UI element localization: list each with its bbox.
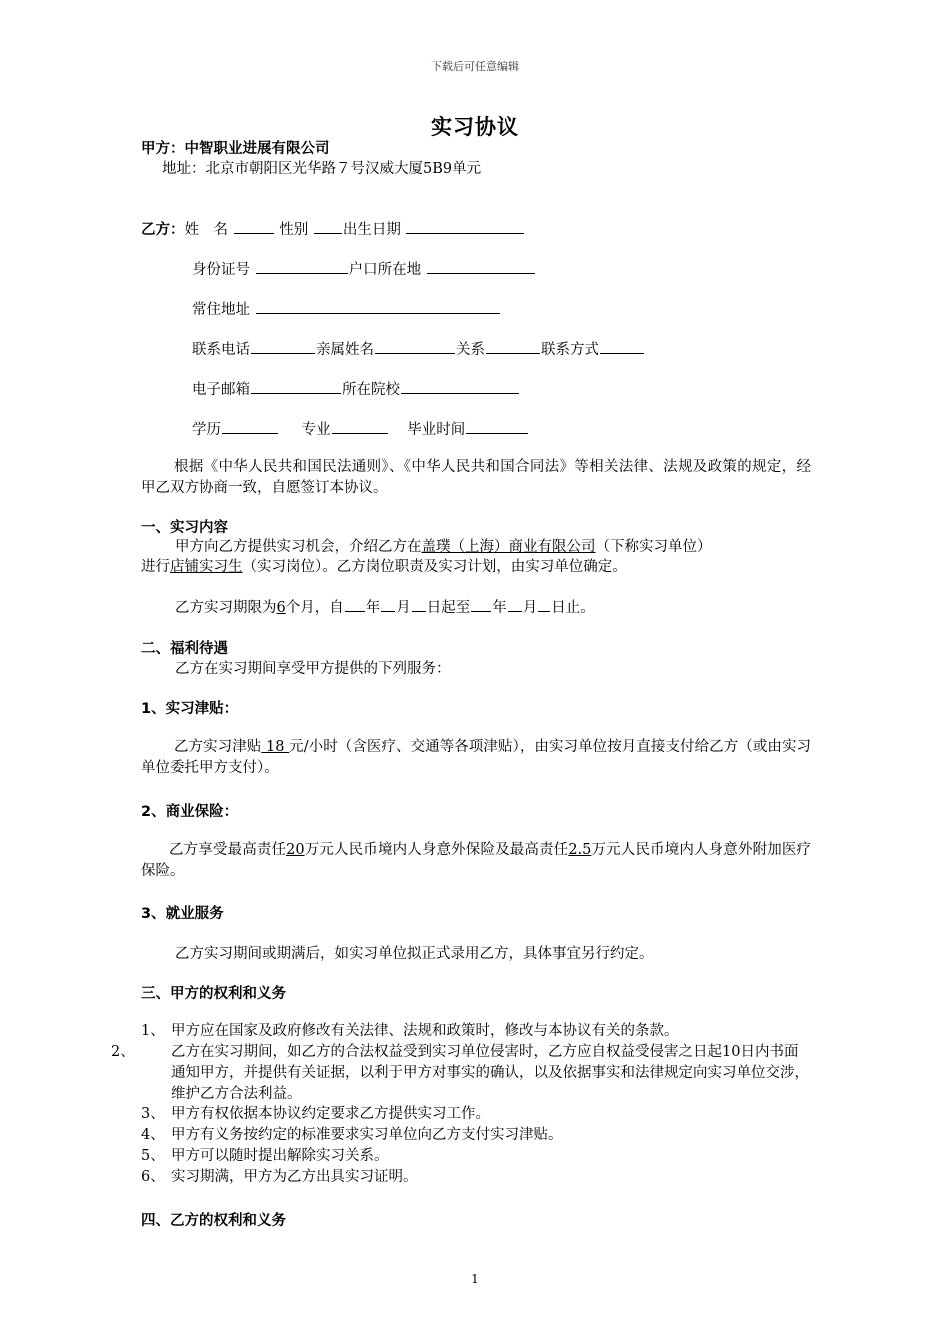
end-month-blank[interactable] <box>508 597 522 612</box>
intro-paragraph: 根据《中华人民共和国民法通则》、《中华人民共和国合同法》等相关法律、法规及政策的规定，经甲乙双方协商一致，自愿签订本协议。 <box>141 459 811 496</box>
list-item-text: 乙方在实习期间，如乙方的合法权益受到实习单位侵害时，乙方应自权益受侵害之日起10日内书面通知甲方，并提供有关证据，以利于甲方对事实的确认，以及依据事实和法律规定向实习单位交涉，维护乙方合法利益。 <box>171 1044 809 1102</box>
list-item <box>141 1104 811 1125</box>
relative-label: 亲属姓名 <box>316 342 374 358</box>
insurance-amount-1: 20 <box>286 842 305 858</box>
year-label-1: 年 <box>365 600 381 616</box>
period-text-b: 个月，自 <box>285 600 344 616</box>
school-blank[interactable] <box>401 379 519 394</box>
party-b-prefix: 乙方： <box>141 222 185 238</box>
insurance-heading: 2、商业保险： <box>141 804 239 820</box>
id-label: 身份证号 <box>192 262 250 278</box>
insurance-text-b: 万元人民币境内人身意外保险及最高责任 <box>304 842 569 858</box>
section-2-heading: 二、福利待遇 <box>141 641 228 657</box>
insurance-amount-2: 2.5 <box>568 842 592 858</box>
section-1-text-a: 甲方向乙方提供实习机会，介绍乙方在 <box>175 539 422 555</box>
grad-blank[interactable] <box>466 419 528 434</box>
relative-blank[interactable] <box>375 339 455 354</box>
list-item-text: 实习期满，甲方为乙方出具实习证明。 <box>171 1169 418 1185</box>
grad-label: 毕业时间 <box>407 422 466 438</box>
gender-blank[interactable] <box>314 219 342 234</box>
residence-label: 常住地址 <box>192 302 250 318</box>
major-blank[interactable] <box>332 419 388 434</box>
host-company: 盖璞（上海）商业有限公司 <box>421 539 596 555</box>
list-item-text: 甲方有义务按约定的标准要求实习单位向乙方支付实习津贴。 <box>171 1127 563 1143</box>
party-b-row-4 <box>192 338 645 359</box>
list-item <box>111 1042 811 1105</box>
residence-blank[interactable] <box>256 299 500 314</box>
list-item <box>141 1167 811 1188</box>
day-to-label: 日止。 <box>551 600 595 616</box>
month-label-2: 月 <box>522 600 538 616</box>
period-line <box>175 596 595 617</box>
party-b-row-1 <box>141 218 525 239</box>
section-1-text-c: 进行 <box>141 559 170 575</box>
period-text-a: 乙方实习期限为 <box>175 600 277 616</box>
insurance-paragraph <box>141 840 811 882</box>
day-from-label: 日起至 <box>426 600 471 616</box>
major-label: 专业 <box>301 422 331 438</box>
list-item-number: 5、 <box>141 1148 165 1164</box>
name-blank[interactable] <box>234 219 274 234</box>
list-item-number: 6、 <box>141 1169 165 1185</box>
section-1-heading: 一、实习内容 <box>141 520 228 536</box>
month-label-1: 月 <box>396 600 411 616</box>
allowance-value: 18 <box>266 739 285 755</box>
list-item-text: 甲方应在国家及政府修改有关法律、法规和政策时，修改与本协议有关的条款。 <box>171 1023 679 1039</box>
list-item-text: 甲方有权依据本协议约定要求乙方提供实习工作。 <box>171 1106 490 1122</box>
start-month-blank[interactable] <box>381 597 395 612</box>
party-b-row-3 <box>192 298 501 319</box>
list-item-number: 4、 <box>141 1127 165 1143</box>
allowance-text-b: 元/小时（含医疗、交通等各项津贴），由实习单位按月直接支付给乙方（或由实习单位委托甲方支付）。 <box>141 739 812 776</box>
section-1-text-d: （实习岗位）。乙方岗位职责及实习计划，由实习单位确定。 <box>242 559 627 575</box>
list-item-number: 2、 <box>111 1044 135 1060</box>
email-label: 电子邮箱 <box>192 382 250 398</box>
year-label-2: 年 <box>492 600 507 616</box>
list-item <box>141 1125 811 1146</box>
relation-label: 关系 <box>456 342 485 358</box>
allowance-paragraph <box>141 737 811 779</box>
contact-blank[interactable] <box>600 339 644 354</box>
section-1-text-b: （下称实习单位） <box>595 539 712 555</box>
intern-post: 店铺实习生 <box>170 559 243 575</box>
allowance-text-a: 乙方实习津贴 <box>174 739 262 755</box>
edu-blank[interactable] <box>222 419 278 434</box>
section-1-line-2 <box>141 555 627 576</box>
start-year-blank[interactable] <box>345 597 365 612</box>
section-1-line-1 <box>175 535 712 556</box>
period-months: 6 <box>276 600 286 616</box>
page-header: 下载后可任意编辑 <box>431 60 519 73</box>
list-item-text: 甲方可以随时提出解除实习关系。 <box>171 1148 389 1164</box>
document-title: 实习协议 <box>431 115 519 139</box>
allowance-heading: 1、实习津贴： <box>141 701 239 717</box>
gender-label: 性别 <box>279 222 309 238</box>
contact-label: 联系方式 <box>541 342 599 358</box>
hukou-blank[interactable] <box>427 259 535 274</box>
employment-text: 乙方实习期间或期满后，如实习单位拟正式录用乙方，具体事宜另行约定。 <box>175 946 654 962</box>
party-b-row-6 <box>192 418 529 439</box>
insurance-text-c: 万元人民币境内人身意外附加医疗保险。 <box>141 842 812 879</box>
school-label: 所在院校 <box>342 382 400 398</box>
birth-blank[interactable] <box>406 219 524 234</box>
birth-label: 出生日期 <box>342 222 401 238</box>
list-item <box>141 1021 811 1042</box>
party-a-label: 甲方：中智职业进展有限公司 <box>141 141 330 157</box>
page-number: 1 <box>471 1272 479 1286</box>
end-year-blank[interactable] <box>471 597 491 612</box>
party-b-row-2 <box>192 258 536 279</box>
name-label: 姓 名 <box>184 222 228 238</box>
section-4-heading: 四、乙方的权利和义务 <box>141 1213 286 1229</box>
party-b-row-5 <box>192 378 520 399</box>
relation-blank[interactable] <box>486 339 540 354</box>
edu-label: 学历 <box>192 422 221 438</box>
hukou-label: 户口所在地 <box>348 262 422 278</box>
list-item-number: 1、 <box>141 1023 165 1039</box>
id-blank[interactable] <box>256 259 348 274</box>
section-3-heading: 三、甲方的权利和义务 <box>141 986 286 1002</box>
email-blank[interactable] <box>251 379 341 394</box>
list-item-number: 3、 <box>141 1106 165 1122</box>
employment-heading: 3、就业服务 <box>141 906 224 922</box>
allowance-amount <box>261 739 289 755</box>
list-item <box>141 1146 811 1167</box>
end-day-blank[interactable] <box>538 597 550 612</box>
phone-blank[interactable] <box>251 339 315 354</box>
start-day-blank[interactable] <box>412 597 426 612</box>
phone-label: 联系电话 <box>192 342 250 358</box>
insurance-text-a: 乙方享受最高责任 <box>169 842 287 858</box>
section-2-intro: 乙方在实习期间享受甲方提供的下列服务： <box>175 661 451 677</box>
party-a-address: 地址：北京市朝阳区光华路７号汉威大厦5B9单元 <box>162 161 482 177</box>
